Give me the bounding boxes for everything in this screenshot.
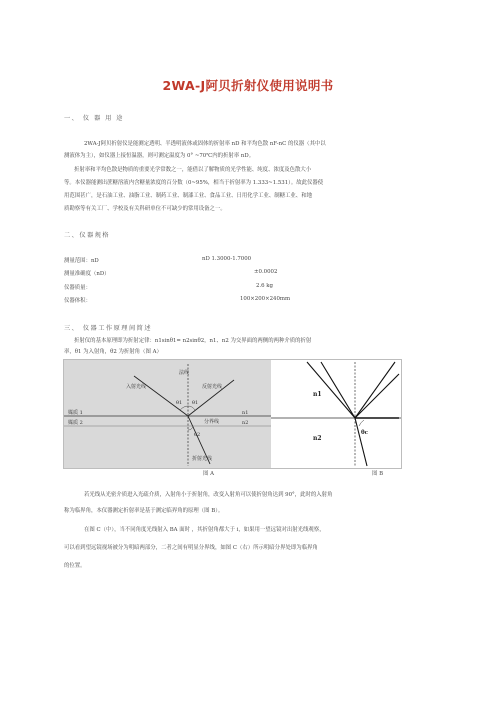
figure-a-caption: 图 A [203,471,214,477]
theta1b-label: θ1 [192,400,199,406]
incident-ray [134,376,188,416]
paragraph-line: 用范围甚广，是石油工业、油脂工业、制药工业、制漆工业、食品工业、日用化学工业、制糖工业、和地 [64,193,312,199]
angle-arc [359,420,364,426]
spec-value: 100×200×240mm [240,296,291,302]
reflected-ray [355,362,395,418]
figure-b-panel [271,360,401,468]
paragraph-line: 折射率和平均色散是物质的重要光学常数之一，能借以了解物质的光学性能、纯度、浓度及色散大小 [74,167,312,173]
spec-row [64,269,278,277]
spec-row [64,256,252,264]
refracted-label: 折射光线 [192,456,213,462]
figure-b-caption: 图 B [372,471,384,477]
page-title: 2WA-J阿贝折射仪使用说明书 [162,78,334,93]
paragraph-line: 的位置。 [64,563,86,569]
paragraph-line: 折射仪的基本原理即为折射定律：n1sinθ1= n2sinθ2，n1、n2 为交界面的两侧的两种介质的折射 [74,338,312,344]
angle-arc [180,406,188,410]
section-heading-specs: 二、仪器规格 [64,232,111,239]
theta2-label: θ2 [194,432,201,438]
angle-arc [188,426,193,430]
incident-ray [307,362,355,418]
spec-row [64,283,274,291]
paragraph-line: 测液体为主），如仪器上接恒温器，则可测定温度为 0° ~70℃内的折射率 nD。 [64,153,255,159]
n2-label: n2 [313,435,322,442]
reflected-label: 反射光线 [202,384,223,390]
paragraph-line: 称为临界角，本仪器测定折射率是基于测定临界角的原理（图 B）。 [64,508,224,514]
theta1-label: θ1 [176,400,183,406]
figure-a-diagram [64,360,271,468]
reflected-ray [355,374,399,418]
normal-label: 法线 [179,370,190,376]
incident-ray [321,362,355,418]
spec-value: ±0.0002 [254,269,278,275]
paragraph-line: 在图 C（中），当不同角度光线射入 BA 面时 ，其折射角都大于 i，如果用一望远镜对出射光线观察， [84,527,325,533]
paragraph-line: 率，θ1 为入射角，θ2 为折射角（图 A） [64,349,162,355]
spec-value: nD 1.3000-1.7000 [202,256,252,262]
section-heading-principle: 三、 仪器工作原理间简述 [64,325,153,332]
spec-label: 仪器体积： [64,298,91,304]
medium1-label: 媒质 1 [68,410,83,416]
spec-label: 测量范围：nD [64,258,99,264]
paragraph-line: 若光线从光密介质进入光疏介质，入射角小于折射角，改变入射角可以使折射角达到 90°，此时的入射角 [84,492,333,498]
paragraph-line: 可以看到望远镜视场被分为明暗两部分，二者之间有明显分界线，如图 C（右）所示明暗分界处即为临界角 [64,545,318,551]
refraction-figure [63,359,402,469]
n1-label: n1 [313,391,322,398]
spec-value: 2.6 kg [256,283,274,289]
paragraph-line: 质勘察等有关工厂、学校及有关科研单位不可缺少的常用设备之一。 [64,206,226,212]
paragraph-line: 2WA-J阿贝折射仪是能测定透明、半透明液体或固体的折射率 nD 和平均色散 nF-nC 的仪器（其中以 [84,141,326,147]
angle-arc [188,406,195,410]
incident-label: 入射光线 [126,384,147,390]
n1-label: n1 [242,410,249,416]
medium2-label: 媒质 2 [68,420,83,426]
refracted-ray [355,418,367,466]
paragraph-line: 等。本仪器能测出蔗糖溶液内含糖量浓度的百分数（0~95%，相当于折射率为 1.333~1.531）。故此仪器使 [64,180,324,186]
spec-row [64,296,291,304]
critical-angle-label: θc [361,430,369,436]
figure-b-diagram [271,360,401,468]
section-heading-usage: 一、 仪 器 用 途 [64,115,124,122]
spec-label: 测量准确度（nD） [64,271,110,277]
interface-label: 分界线 [204,419,220,425]
spec-label: 仪器质量： [64,285,91,291]
n2-label: n2 [242,420,249,426]
